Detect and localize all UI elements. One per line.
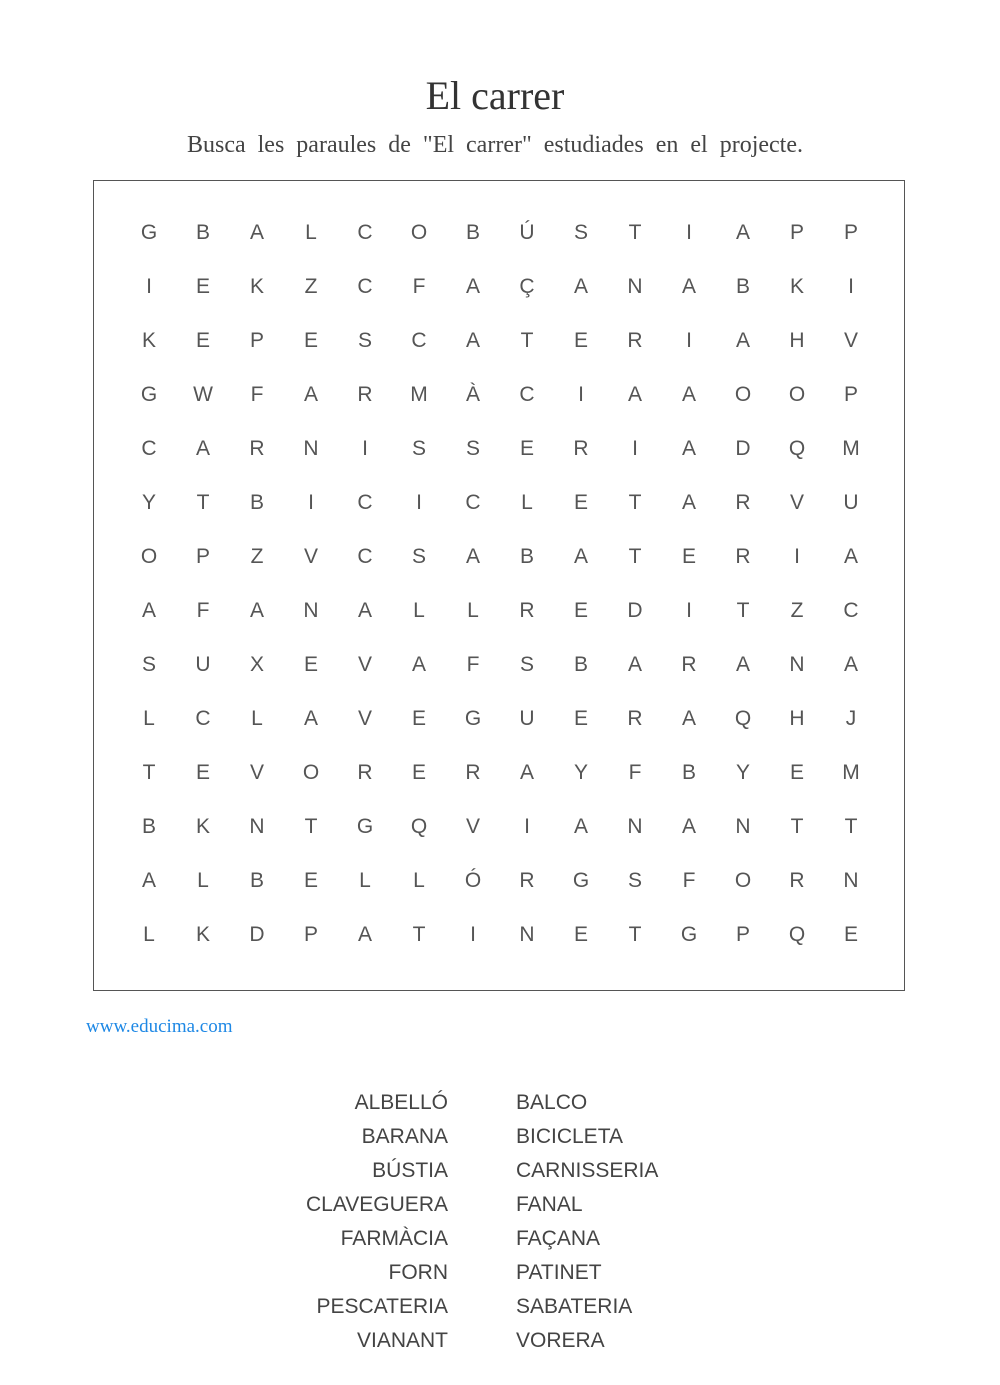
grid-cell: Y <box>141 491 156 514</box>
grid-cell: I <box>416 491 422 514</box>
grid-cell: P <box>789 221 804 244</box>
grid-cell: G <box>356 815 374 838</box>
word-list-item: VIANANT <box>356 1329 448 1352</box>
grid-cell: L <box>305 221 317 244</box>
grid-cell: L <box>359 869 371 892</box>
grid-cell: B <box>141 815 156 838</box>
grid-cell: A <box>681 707 696 730</box>
grid-cell: G <box>572 869 590 892</box>
word-search-grid <box>93 180 905 991</box>
grid-cell: K <box>195 923 210 946</box>
grid-cell: À <box>465 383 480 406</box>
grid-cell: C <box>519 383 535 406</box>
grid-cell: R <box>357 761 373 784</box>
grid-cell: E <box>573 707 588 730</box>
grid-cell: F <box>682 869 696 892</box>
grid-cell: P <box>303 923 318 946</box>
grid-cell: L <box>143 923 155 946</box>
grid-cell: A <box>141 599 156 622</box>
grid-cell: Q <box>410 815 428 838</box>
grid-cell: A <box>573 815 588 838</box>
grid-cell: R <box>789 869 805 892</box>
grid-cell: E <box>195 275 210 298</box>
grid-cell: C <box>357 491 373 514</box>
grid-cell: E <box>573 923 588 946</box>
grid-cell: T <box>790 815 804 838</box>
grid-cell: T <box>304 815 318 838</box>
word-list-item: FORN <box>388 1261 448 1284</box>
grid-cell: E <box>573 329 588 352</box>
grid-cell: V <box>303 545 318 568</box>
grid-cell: I <box>470 923 476 946</box>
grid-cell: R <box>681 653 697 676</box>
grid-cell: N <box>303 437 319 460</box>
grid-cell: R <box>249 437 265 460</box>
grid-cell: K <box>249 275 264 298</box>
grid-cell: R <box>573 437 589 460</box>
grid-cell: D <box>249 923 265 946</box>
grid-cell: T <box>628 221 642 244</box>
grid-cell: N <box>843 869 859 892</box>
word-list-item: ALBELLÓ <box>354 1091 448 1114</box>
grid-cell: K <box>195 815 210 838</box>
grid-cell: R <box>465 761 481 784</box>
grid-cell: D <box>627 599 643 622</box>
grid-cell: G <box>140 221 158 244</box>
grid-cell: A <box>195 437 210 460</box>
grid-cell: C <box>465 491 481 514</box>
grid-cell: B <box>249 491 264 514</box>
grid-cell: A <box>681 275 696 298</box>
word-list-item: PATINET <box>516 1261 602 1284</box>
grid-cell: N <box>519 923 535 946</box>
grid-cell: U <box>519 707 535 730</box>
grid-cell: A <box>681 383 696 406</box>
grid-cell: Z <box>790 599 804 622</box>
grid-cell: V <box>843 329 858 352</box>
grid-cell: A <box>141 869 156 892</box>
grid-cell: Ó <box>464 869 482 892</box>
grid-cell: E <box>519 437 534 460</box>
grid-cell: S <box>141 653 156 676</box>
grid-cell: R <box>735 491 751 514</box>
grid-cell: Q <box>734 707 752 730</box>
word-list-item: FAÇANA <box>516 1227 601 1250</box>
grid-cell: A <box>303 707 318 730</box>
grid-cell: R <box>357 383 373 406</box>
grid-cell: V <box>357 707 372 730</box>
grid-cell: T <box>520 329 534 352</box>
grid-cell: Q <box>788 437 806 460</box>
grid-cell: I <box>686 221 692 244</box>
grid-cell: B <box>195 221 210 244</box>
grid-cell: A <box>465 275 480 298</box>
grid-cell: A <box>681 815 696 838</box>
grid-cell: Ú <box>519 221 535 244</box>
grid-cell: B <box>681 761 696 784</box>
grid-cell: B <box>735 275 750 298</box>
grid-cell: F <box>412 275 426 298</box>
grid-cell: O <box>302 761 320 784</box>
grid-cell: N <box>303 599 319 622</box>
grid-cell: V <box>249 761 264 784</box>
grid-cell: A <box>735 329 750 352</box>
grid-cell: P <box>843 383 858 406</box>
grid-cell: R <box>627 707 643 730</box>
grid-cell: T <box>628 491 642 514</box>
grid-cell: A <box>627 653 642 676</box>
grid-cell: A <box>249 221 264 244</box>
grid-cell: U <box>843 491 859 514</box>
grid-cell: V <box>789 491 804 514</box>
grid-cell: O <box>410 221 428 244</box>
grid-cell: I <box>632 437 638 460</box>
grid-cell: A <box>627 383 642 406</box>
grid-cell: T <box>628 545 642 568</box>
grid-cell: T <box>736 599 750 622</box>
grid-cell: M <box>842 761 860 784</box>
word-list-item: BICICLETA <box>516 1125 623 1148</box>
grid-cell: J <box>845 707 857 730</box>
grid-cell: E <box>843 923 858 946</box>
grid-cell: E <box>411 761 426 784</box>
grid-cell: T <box>628 923 642 946</box>
grid-cell: R <box>735 545 751 568</box>
grid-cell: G <box>464 707 482 730</box>
grid-cell: Ç <box>519 275 535 298</box>
grid-cell: A <box>303 383 318 406</box>
grid-cell: V <box>357 653 372 676</box>
word-list-item: BARANA <box>361 1125 448 1148</box>
grid-cell: P <box>249 329 264 352</box>
grid-cell: E <box>411 707 426 730</box>
grid-cell: N <box>627 815 643 838</box>
grid-cell: H <box>789 707 805 730</box>
grid-cell: A <box>519 761 534 784</box>
grid-cell: S <box>573 221 588 244</box>
grid-cell: O <box>734 383 752 406</box>
grid-cell: C <box>357 545 373 568</box>
grid-cell: B <box>249 869 264 892</box>
grid-cell: N <box>789 653 805 676</box>
grid-cell: A <box>249 599 264 622</box>
grid-cell: G <box>680 923 698 946</box>
grid-cell: O <box>734 869 752 892</box>
grid-cell: X <box>249 653 264 676</box>
grid-cell: U <box>195 653 211 676</box>
grid-cell: T <box>196 491 210 514</box>
grid-cell: G <box>140 383 158 406</box>
grid-cell: A <box>465 545 480 568</box>
word-list-item: CLAVEGUERA <box>306 1193 448 1216</box>
grid-cell: L <box>413 869 425 892</box>
grid-cell: F <box>196 599 210 622</box>
grid-cell: V <box>465 815 480 838</box>
footer-link[interactable]: www.educima.com <box>86 1016 233 1037</box>
grid-cell: I <box>578 383 584 406</box>
grid-cell: P <box>735 923 750 946</box>
grid-cell: T <box>412 923 426 946</box>
grid-cell: O <box>140 545 158 568</box>
grid-cell: F <box>628 761 642 784</box>
grid-cell: B <box>519 545 534 568</box>
grid-cell: N <box>249 815 265 838</box>
grid-cell: P <box>843 221 858 244</box>
grid-cell: E <box>573 491 588 514</box>
grid-cell: M <box>842 437 860 460</box>
grid-cell: A <box>357 923 372 946</box>
grid-cell: L <box>467 599 479 622</box>
grid-cell: S <box>627 869 642 892</box>
grid-cell: E <box>789 761 804 784</box>
grid-cell: L <box>251 707 263 730</box>
grid-cell: P <box>195 545 210 568</box>
grid-cell: S <box>519 653 534 676</box>
grid-cell: C <box>357 275 373 298</box>
grid-cell: C <box>195 707 211 730</box>
grid-cell: E <box>195 761 210 784</box>
word-list-item: SABATERIA <box>516 1295 633 1318</box>
grid-cell: R <box>519 599 535 622</box>
word-list-left <box>250 1089 448 1361</box>
grid-cell: O <box>788 383 806 406</box>
grid-cell: F <box>466 653 480 676</box>
grid-cell: A <box>843 653 858 676</box>
word-list-right <box>516 1089 766 1361</box>
grid-cell: E <box>303 869 318 892</box>
grid-cell: T <box>142 761 156 784</box>
grid-cell: C <box>411 329 427 352</box>
word-list-item: FANAL <box>516 1193 583 1216</box>
word-list-item: CARNISSERIA <box>516 1159 659 1182</box>
word-list-item: VORERA <box>516 1329 605 1352</box>
grid-cell: B <box>465 221 480 244</box>
grid-cell: N <box>627 275 643 298</box>
grid-cell: A <box>735 221 750 244</box>
grid-cell: A <box>681 491 696 514</box>
grid-cell: I <box>686 599 692 622</box>
grid-cell: L <box>197 869 209 892</box>
grid-cell: W <box>193 383 213 406</box>
grid-cell: K <box>141 329 156 352</box>
grid-cell: Y <box>735 761 750 784</box>
grid-cell: S <box>465 437 480 460</box>
grid-cell: I <box>524 815 530 838</box>
grid-cell: A <box>573 545 588 568</box>
grid-cell: A <box>735 653 750 676</box>
grid-cell: Z <box>304 275 318 298</box>
grid-cell: T <box>844 815 858 838</box>
grid-cell: Q <box>788 923 806 946</box>
instructions: Busca les paraules de "El carrer" estudiades en el projecte. <box>186 132 803 158</box>
grid-cell: R <box>519 869 535 892</box>
grid-cell: E <box>303 329 318 352</box>
grid-cell: E <box>681 545 696 568</box>
grid-cell: D <box>735 437 751 460</box>
grid-cell: H <box>789 329 805 352</box>
grid-cell: A <box>357 599 372 622</box>
grid-cell: E <box>195 329 210 352</box>
grid-cell: A <box>573 275 588 298</box>
grid-cell: L <box>521 491 533 514</box>
word-list-item: BÚSTIA <box>372 1159 448 1182</box>
grid-cell: F <box>250 383 264 406</box>
grid-cell: I <box>362 437 368 460</box>
grid-cell: A <box>681 437 696 460</box>
grid-cell: I <box>794 545 800 568</box>
grid-cell: B <box>573 653 588 676</box>
grid-cell: I <box>686 329 692 352</box>
grid-cell: C <box>843 599 859 622</box>
grid-cell: E <box>303 653 318 676</box>
grid-cell: Y <box>573 761 588 784</box>
grid-cell: Z <box>250 545 264 568</box>
grid-cell: R <box>627 329 643 352</box>
grid-cell: A <box>843 545 858 568</box>
grid-cell: S <box>357 329 372 352</box>
word-list-item: FARMÀCIA <box>340 1227 448 1250</box>
page-title: El carrer <box>425 73 565 118</box>
grid-cell: M <box>410 383 428 406</box>
grid-cell: I <box>146 275 152 298</box>
grid-cell: K <box>789 275 804 298</box>
word-list-item: BALCO <box>516 1091 588 1114</box>
grid-cell: C <box>357 221 373 244</box>
grid-cell: A <box>411 653 426 676</box>
grid-cell: C <box>141 437 157 460</box>
grid-cell: S <box>411 437 426 460</box>
grid-cell: E <box>573 599 588 622</box>
word-list-item: PESCATERIA <box>316 1295 448 1318</box>
grid-cell: N <box>735 815 751 838</box>
grid-cell: L <box>143 707 155 730</box>
grid-cell: I <box>308 491 314 514</box>
grid-cell: A <box>465 329 480 352</box>
grid-cell: I <box>848 275 854 298</box>
grid-cell: L <box>413 599 425 622</box>
grid-cell: S <box>411 545 426 568</box>
